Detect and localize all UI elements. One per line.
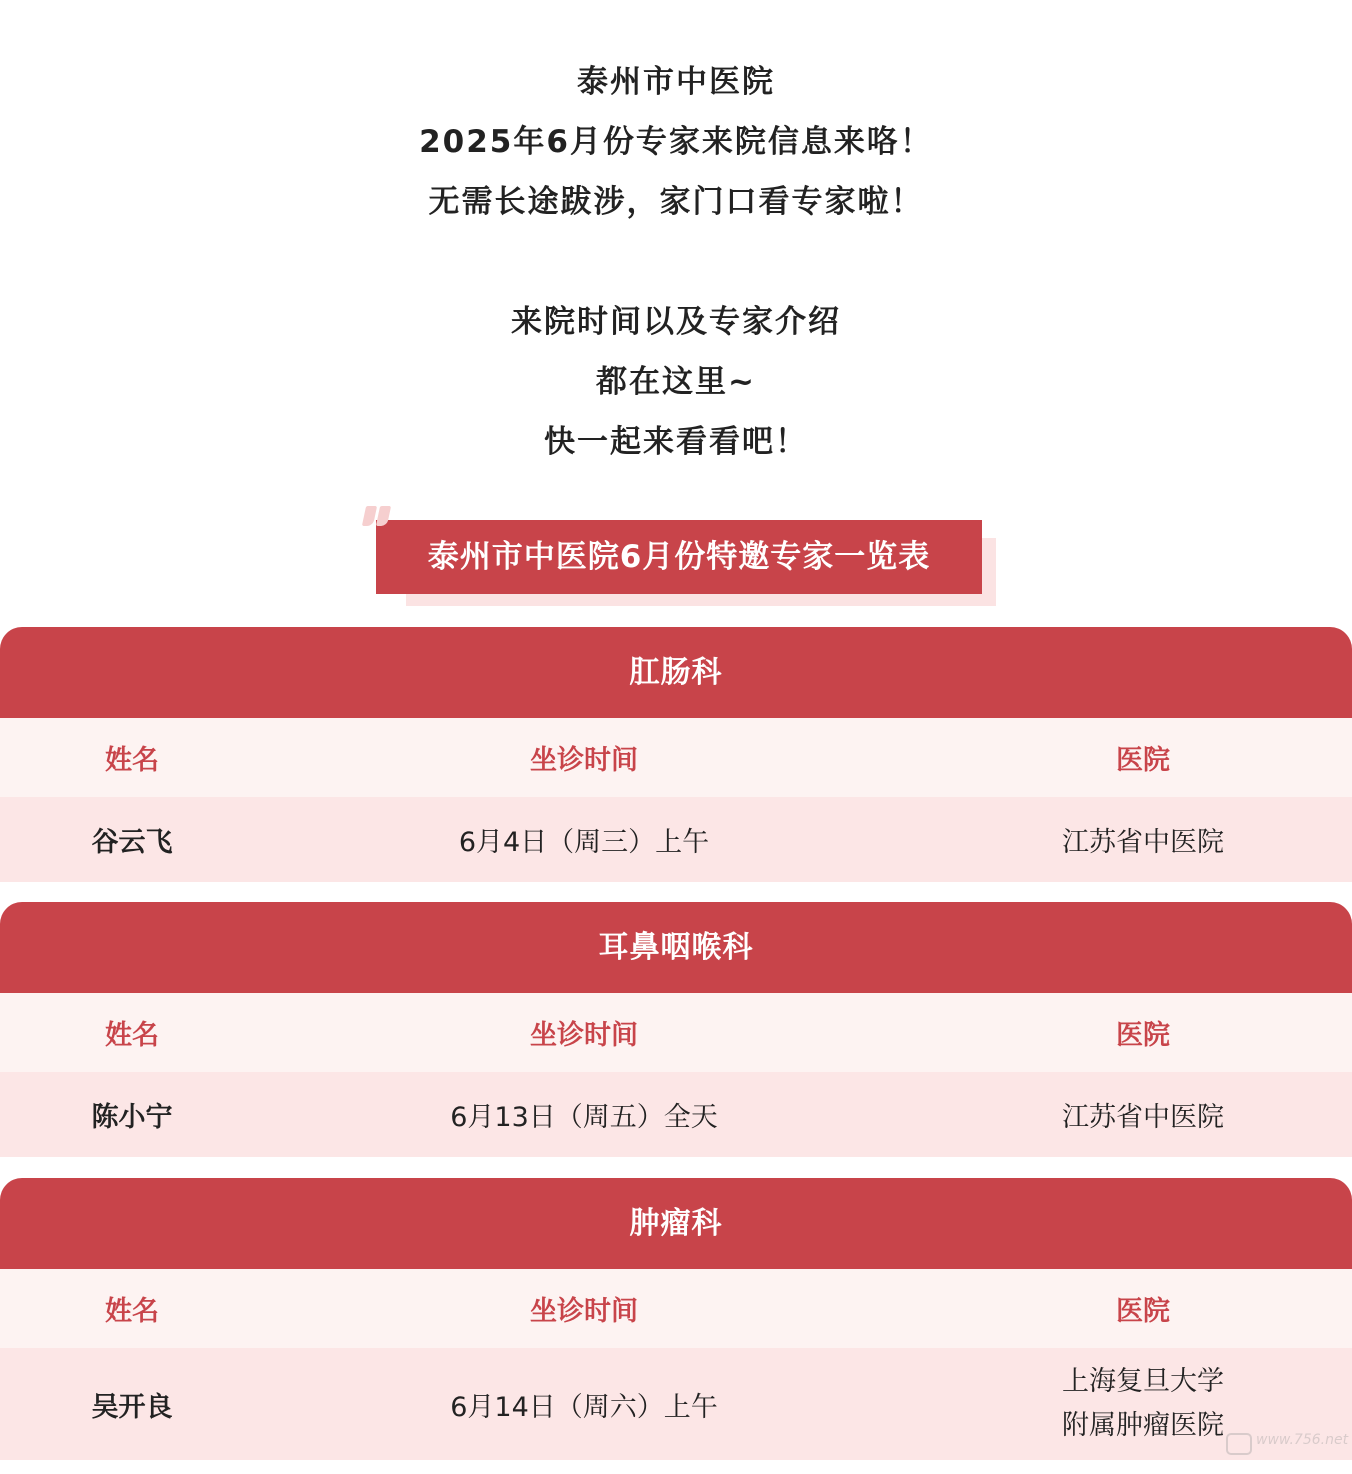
column-header-name: 姓名 (105, 1020, 159, 1051)
intro-line: 无需长途跋涉，家门口看专家啦！ (428, 184, 924, 220)
column-header-name: 姓名 (105, 1296, 159, 1327)
doctor-name: 吴开良 (91, 1391, 173, 1423)
intro-line: 2025年6月份专家来院信息来咯！ (419, 124, 933, 160)
intro-line: 来院时间以及专家介绍 (511, 304, 841, 340)
table-row (0, 1348, 1352, 1460)
doctor-name: 谷云飞 (91, 827, 173, 858)
hospital-name: 江苏省中医院 (1062, 827, 1224, 858)
column-header-row (0, 1269, 1352, 1348)
consult-time: 6月4日（周三）上午 (458, 827, 710, 858)
department-section-ent (0, 902, 1352, 1157)
department-title: 耳鼻咽喉科 (0, 902, 1352, 993)
table-row (0, 1072, 1352, 1157)
column-header-hospital: 医院 (1116, 745, 1170, 776)
hospital-name-line: 附属肿瘤医院 (1062, 1410, 1224, 1441)
quote-mark-icon (360, 502, 394, 536)
column-header-row (0, 718, 1352, 797)
column-header-time: 坐诊时间 (530, 745, 638, 776)
schedule-banner-title: 泰州市中医院6月份特邀专家一览表 (376, 520, 982, 594)
doctor-name: 陈小宁 (91, 1102, 173, 1133)
consult-time: 6月14日（周六）上午 (450, 1391, 718, 1423)
table-row (0, 797, 1352, 882)
watermark (1226, 1430, 1349, 1456)
hospital-name-line: 上海复旦大学 (1062, 1366, 1224, 1397)
intro-text (0, 52, 1352, 472)
column-header-row (0, 993, 1352, 1072)
column-header-hospital: 医院 (1116, 1296, 1170, 1327)
hospital-name: 江苏省中医院 (1062, 1102, 1224, 1133)
site-logo-icon (1226, 1433, 1252, 1455)
consult-time: 6月13日（周五）全天 (450, 1102, 718, 1133)
department-title: 肛肠科 (0, 627, 1352, 718)
watermark-text: www.756.net (1256, 1432, 1349, 1448)
department-section-oncology (0, 1178, 1352, 1460)
department-title: 肿瘤科 (0, 1178, 1352, 1269)
department-section-anorectal (0, 627, 1352, 882)
intro-line: 都在这里~ (596, 364, 756, 400)
column-header-name: 姓名 (105, 745, 159, 776)
intro-line: 快一起来看看吧！ (544, 424, 808, 460)
column-header-time: 坐诊时间 (530, 1020, 638, 1051)
column-header-hospital: 医院 (1116, 1020, 1170, 1051)
intro-line: 泰州市中医院 (577, 64, 775, 100)
column-header-time: 坐诊时间 (530, 1296, 638, 1327)
